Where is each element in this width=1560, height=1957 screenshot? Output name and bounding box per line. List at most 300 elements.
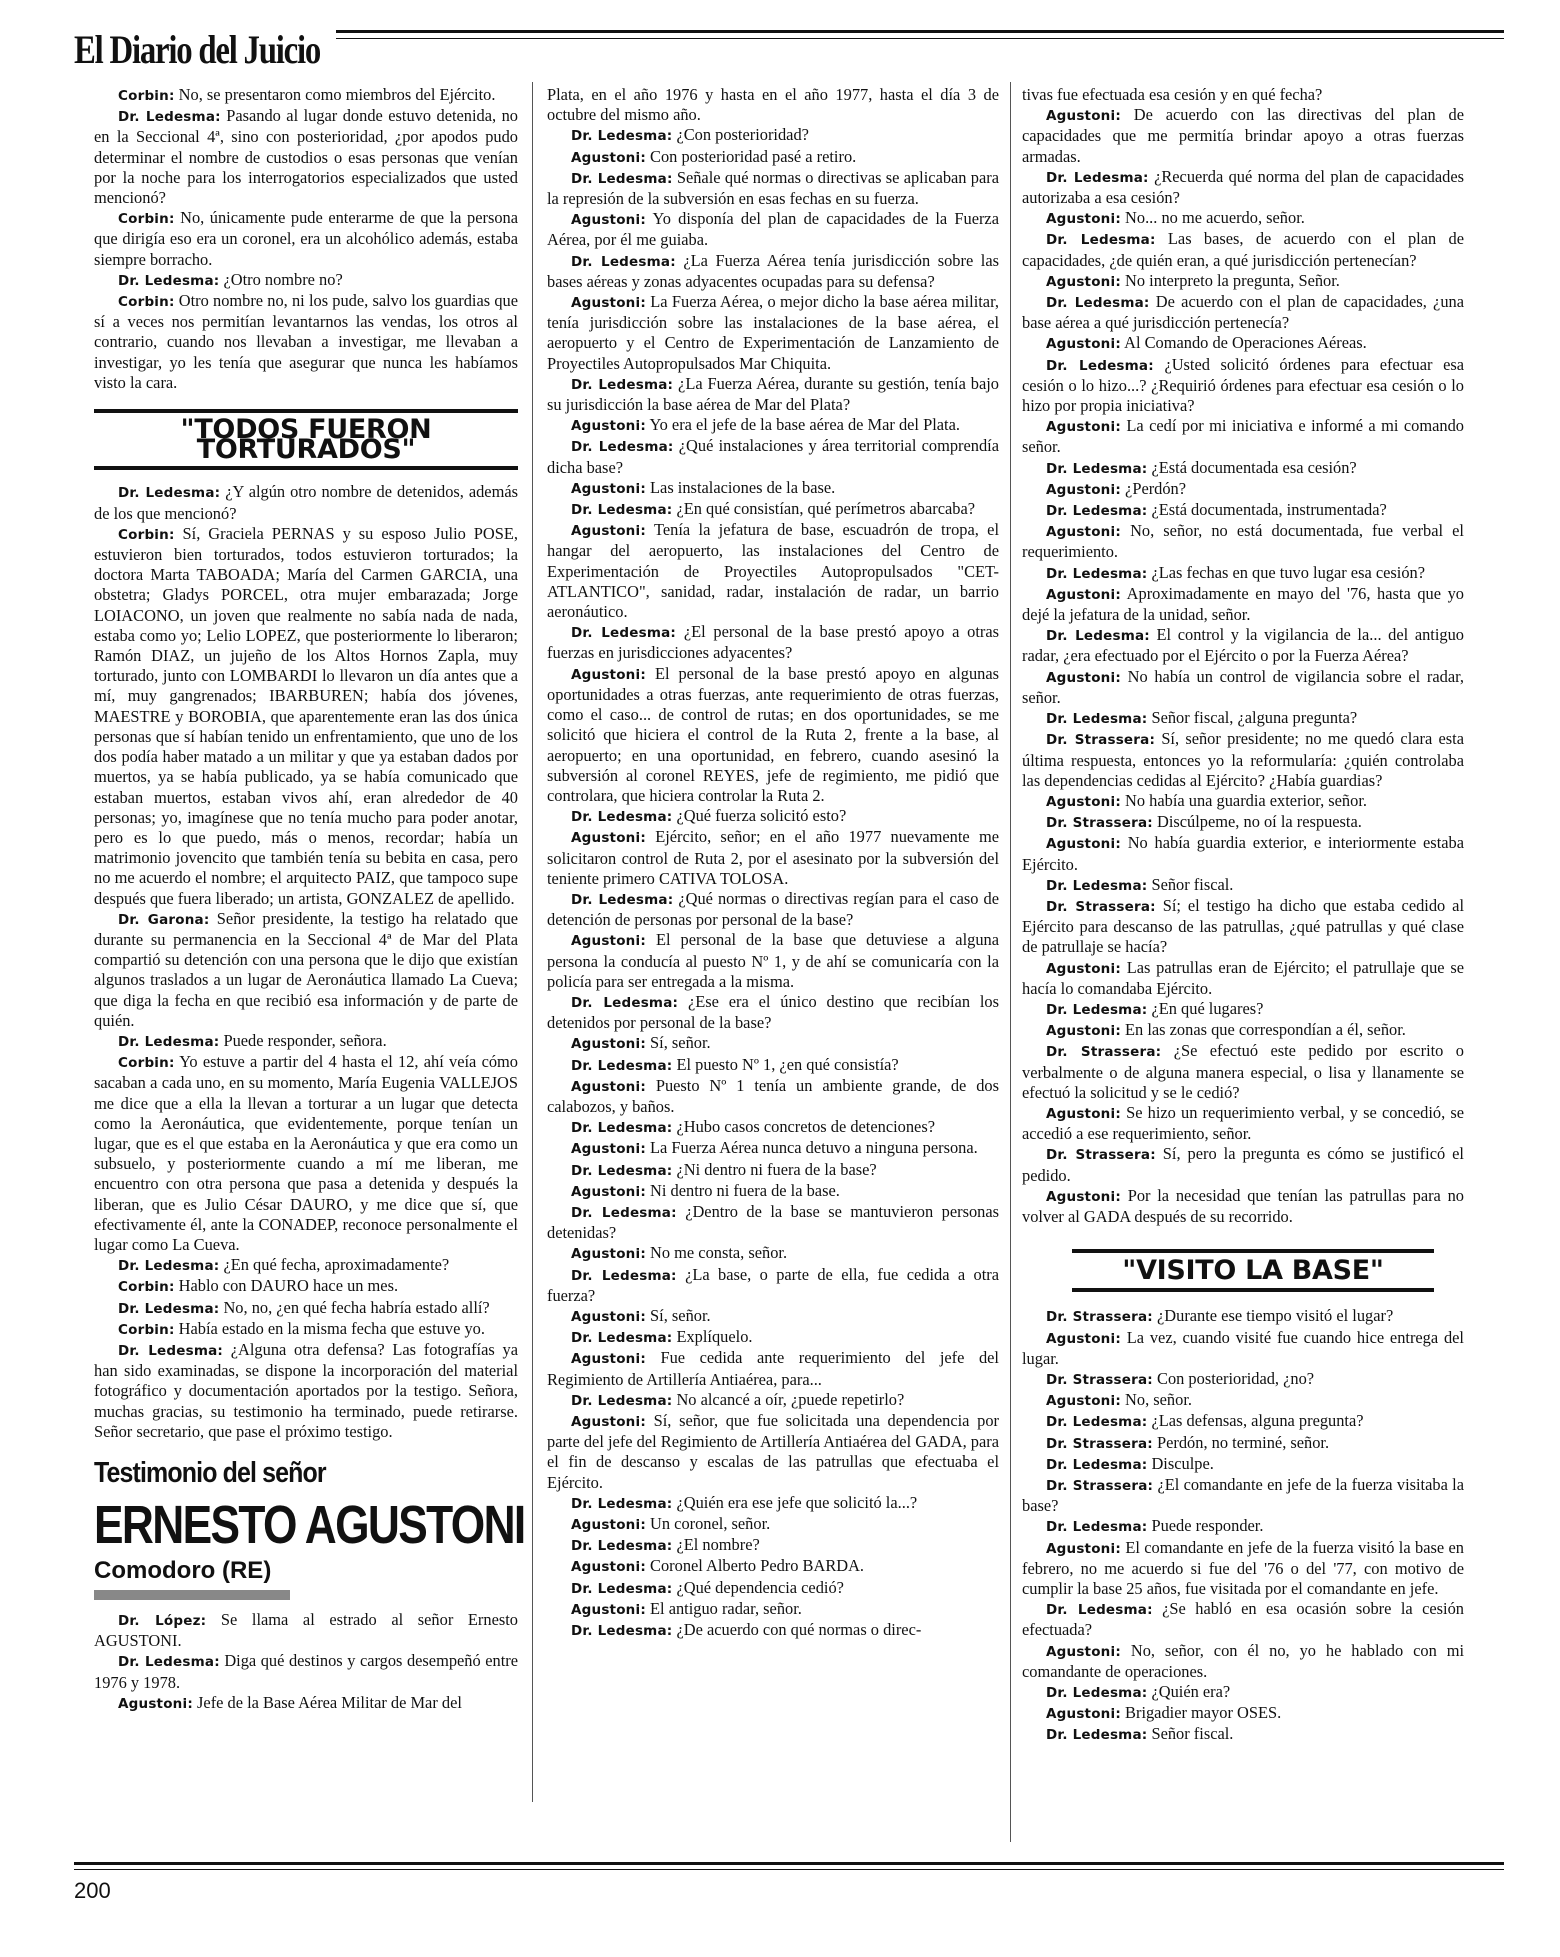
dialogue-paragraph xyxy=(547,436,999,477)
dialogue-paragraph xyxy=(547,806,999,827)
speaker-label: Agustoni: xyxy=(1046,273,1121,290)
speech-text: No interpreto la pregunta, Señor. xyxy=(1125,270,1340,290)
speaker-label: Agustoni: xyxy=(1046,960,1121,977)
speech-text: No alcancé a oír, ¿puede repetirlo? xyxy=(676,1389,905,1409)
speech-text: ¿La base, o parte de ella, fue cedida a otra fuerza? xyxy=(547,1264,1000,1305)
dialogue-paragraph xyxy=(547,251,999,292)
dialogue-paragraph xyxy=(547,1243,999,1264)
speech-text: Jefe de la Base Aérea Militar de Mar del xyxy=(197,1692,462,1712)
dialogue-paragraph xyxy=(547,1181,999,1202)
dialogue-paragraph xyxy=(547,1493,999,1514)
dialogue-paragraph xyxy=(1022,333,1464,354)
dialogue-paragraph xyxy=(1022,271,1464,292)
dialogue-paragraph xyxy=(1022,708,1464,729)
speech-text: Discúlpeme, no oí la respuesta. xyxy=(1157,812,1362,832)
speech-text: ¿Y algún otro nombre de detenidos, además de los que mencionó? xyxy=(94,482,518,523)
dialogue-paragraph xyxy=(547,374,999,415)
dialogue-paragraph xyxy=(94,1255,518,1276)
speech-text: No, señor, no está documentada, fue verbal el requerimiento. xyxy=(1022,521,1464,562)
dialogue-paragraph xyxy=(1022,208,1464,229)
speaker-label: Dr. Ledesma: xyxy=(571,502,673,519)
dialogue-paragraph xyxy=(547,1138,999,1159)
dialogue-paragraph xyxy=(547,478,999,499)
dialogue-paragraph xyxy=(547,889,999,930)
speech-text: No, se presentaron como miembros del Ejército. xyxy=(178,85,496,104)
dialogue-paragraph xyxy=(547,1578,999,1599)
speaker-label: Agustoni: xyxy=(118,1695,193,1712)
speaker-label: Dr. Ledesma: xyxy=(1046,1456,1148,1473)
dialogue-paragraph xyxy=(1022,167,1464,208)
speech-text: Perdón, no terminé, señor. xyxy=(1157,1432,1330,1452)
speech-text: Puede responder. xyxy=(1151,1516,1264,1536)
speech-text: ¿Quién era ese jefe que solicitó la...? xyxy=(676,1492,918,1512)
speaker-label: Agustoni: xyxy=(571,1414,646,1430)
speaker-label: Dr. Ledesma: xyxy=(571,891,674,908)
speech-text: ¿En qué consistían, qué perímetros abarcaba? xyxy=(676,499,976,519)
footer-rule-thin xyxy=(74,1869,1504,1870)
speech-text: Aproximadamente en mayo del '76, hasta que yo dejé la jefatura de la unidad, señor. xyxy=(1022,583,1464,625)
dialogue-paragraph xyxy=(1022,1682,1464,1703)
speech-text: Coronel Alberto Pedro BARDA. xyxy=(650,1556,865,1576)
dialogue-paragraph xyxy=(1022,833,1464,874)
speaker-label: Agustoni: xyxy=(1046,108,1121,125)
dialogue-paragraph xyxy=(1022,1103,1464,1144)
dialogue-paragraph xyxy=(94,85,518,106)
speech-text: El antiguo radar, señor. xyxy=(650,1598,802,1618)
speaker-label: Dr. Strassera: xyxy=(1046,1147,1156,1164)
speaker-label: Agustoni: xyxy=(1046,336,1121,353)
section-heading: "VISITO LA BASE" xyxy=(1122,1255,1384,1287)
page-number: 200 xyxy=(74,1878,111,1903)
speech-text: Fue cedida ante requerimiento del jefe del Regimiento de Artillería Antiaérea, para... xyxy=(547,1348,999,1389)
dialogue-paragraph xyxy=(94,524,518,909)
speech-text: Yo era el jefe de la base aérea de Mar del Plata. xyxy=(649,415,960,435)
speech-text: Señor fiscal, ¿alguna pregunta? xyxy=(1151,708,1358,728)
speech-text: Hablo con DAURO hace un mes. xyxy=(178,1276,399,1296)
speaker-label: Agustoni: xyxy=(571,1246,646,1263)
dialogue-paragraph xyxy=(94,1340,518,1442)
dialogue-block xyxy=(94,482,518,1442)
dialogue-paragraph xyxy=(1022,625,1464,666)
dialogue-paragraph xyxy=(1022,1433,1464,1454)
dialogue-paragraph xyxy=(1022,1641,1464,1682)
dialogue-paragraph xyxy=(547,1327,999,1348)
dialogue-paragraph xyxy=(547,1202,999,1243)
speech-text: La Fuerza Aérea nunca detuvo a ninguna persona. xyxy=(650,1138,978,1158)
dialogue-paragraph xyxy=(1022,1538,1464,1600)
speaker-label: Agustoni: xyxy=(1046,1330,1121,1347)
dialogue-paragraph xyxy=(94,1693,518,1714)
speaker-label: Dr. López: xyxy=(118,1613,207,1629)
speaker-label: Agustoni: xyxy=(1046,524,1121,541)
dialogue-paragraph xyxy=(1022,1390,1464,1411)
dialogue-paragraph xyxy=(1022,999,1464,1020)
speaker-label: Agustoni: xyxy=(1046,669,1121,686)
speech-text: En las zonas que correspondían a él, señor. xyxy=(1125,1020,1406,1040)
column-divider xyxy=(532,82,533,1802)
speaker-label: Dr. Ledesma: xyxy=(118,1342,224,1359)
dialogue-paragraph xyxy=(1022,479,1464,500)
dialogue-paragraph xyxy=(94,909,518,1031)
speaker-label: Agustoni: xyxy=(1046,1643,1121,1660)
speaker-label: Dr. Garona: xyxy=(118,911,210,928)
dialogue-paragraph xyxy=(1022,85,1464,105)
dialogue-paragraph xyxy=(1022,896,1464,958)
speech-text: No, señor, con él no, yo he hablado con mi comandante de operaciones. xyxy=(1022,1640,1464,1681)
speaker-label: Agustoni: xyxy=(571,933,646,950)
speaker-label: Dr. Ledesma: xyxy=(571,1267,677,1284)
speaker-label: Corbin: xyxy=(118,211,175,228)
speech-text: Otro nombre no, ni los pude, salvo los guardias que sí a veces nos permitían levantarnos las vendas, los otros al contrario, cuando nos llevaban a investigar, me llevaban a investigar, yo les tenía que asegurar que nunca les habíamos visto la cara. xyxy=(94,291,518,392)
speaker-label: Agustoni: xyxy=(1046,419,1121,436)
dialogue-paragraph xyxy=(1022,416,1464,457)
section-heading: "TODOS FUERON TORTURADOS" xyxy=(180,414,432,466)
speaker-label: Dr. Ledesma: xyxy=(118,1654,220,1671)
dialogue-paragraph xyxy=(94,106,518,208)
speech-text: La vez, cuando visité fue cuando hice entrega del lugar. xyxy=(1022,1327,1464,1368)
speech-text: No había una guardia exterior, señor. xyxy=(1125,790,1367,810)
speaker-label: Agustoni: xyxy=(571,295,646,312)
dialogue-paragraph xyxy=(547,1535,999,1556)
speech-text: ¿Otro nombre no? xyxy=(223,269,343,289)
dialogue-paragraph xyxy=(547,930,999,992)
dialogue-paragraph xyxy=(547,622,999,663)
speech-text: ¿La Fuerza Aérea, durante su gestión, tenía bajo su jurisdicción la base aérea de Mar del Plata? xyxy=(547,373,999,415)
dialogue-paragraph xyxy=(1022,1306,1464,1327)
speech-text: Las instalaciones de la base. xyxy=(650,477,836,497)
speech-text: El personal de la base prestó apoyo en algunas oportunidades a otras fuerzas, ante requerimiento de otras fuerzas, como el caso... de control de rutas; en dos oportunidades, se me solicitó que hiciera el control de la Ruta 2, frente a la base, al aeropuerto; en una oportunidad, en febrero, cuando asesinó la subversión al coronel REYES, jefe de regimiento, me pidió que controlara, que hiciera controlar la Ruta 2. xyxy=(547,663,999,805)
dialogue-paragraph xyxy=(94,1031,518,1052)
speaker-label: Dr. Strassera: xyxy=(1046,1478,1154,1494)
speech-text: Sí, señor. xyxy=(650,1033,711,1053)
speaker-label: Agustoni: xyxy=(571,480,646,497)
speaker-label: Dr. Ledesma: xyxy=(1046,565,1148,582)
speech-text: Sí; el testigo ha dicho que estaba cedido al Ejército para descanso de las patrullas, ¿qué patrullas y qué clase de patrullaje se hacía? xyxy=(1022,895,1465,957)
speech-text: Se llama al estrado al señor Ernesto AGUSTONI. xyxy=(94,1610,518,1651)
speaker-label: Dr. Ledesma: xyxy=(118,1033,220,1050)
dialogue-paragraph xyxy=(547,1411,999,1493)
dialogue-paragraph xyxy=(1022,1020,1464,1041)
speech-text: Por la necesidad que tenían las patrullas para no volver al GADA después de su recorrido. xyxy=(1022,1185,1464,1226)
dialogue-paragraph xyxy=(1022,584,1464,625)
speech-text: El personal de la base que detuviese a alguna persona la conducía al puesto Nº 1, y de ahí se comunicaría con la policía para ser entregada a la misma. xyxy=(547,930,999,991)
speech-text: Las bases, de acuerdo con el plan de capacidades, ¿de quién eran, a qué jurisdicción pertenecían? xyxy=(1022,229,1464,270)
dialogue-paragraph xyxy=(547,147,999,168)
speech-text: ¿Qué normas o directivas regían para el caso de detención de personas por personal de la base? xyxy=(547,888,999,930)
masthead xyxy=(74,18,1504,78)
footer-rule xyxy=(74,1862,1504,1865)
speaker-label: Dr. Strassera: xyxy=(1046,898,1156,915)
speech-text: ¿El personal de la base prestó apoyo a otras fuerzas en jurisdicciones adyacentes? xyxy=(547,622,999,663)
speech-text: Yo estuve a partir del 4 hasta el 12, ahí veía cómo sacaban a cada uno, en su momento, María Eugenia VALLEJOS me dice que a ella la llevan a torturar a un lugar que detecta como la Aeronáutica, que evidentemente, porque tenían un lugar, que es el que estaba en la Aeronáutica y que era como un subsuelo, y posteriormente cuando a mí me liberan, me encuentro con otra persona que pasa a detenida y después la liberan, que es Julio César DAURO, y me dice que sí, que efectivamente él, ante la CONADEP, reconoce personalmente el lugar como La Cueva. xyxy=(94,1052,518,1254)
speech-text: No, no, ¿en qué fecha habría estado allí? xyxy=(223,1297,490,1317)
dialogue-paragraph xyxy=(1022,563,1464,584)
rank-underline-bar xyxy=(94,1590,290,1600)
speech-text: Explíquelo. xyxy=(676,1327,753,1347)
speech-text: De acuerdo con las directivas del plan de capacidades que me permitía brindar apoyo a otras fuerzas armadas. xyxy=(1022,105,1464,166)
dialogue-paragraph xyxy=(1022,1724,1464,1745)
speaker-label: Corbin: xyxy=(118,1279,175,1296)
speech-text: Sí, señor, que fue solicitada una dependencia por parte del jefe del Regimiento de Artillería Antiaérea del GADA, para el fin de descanso y escalas de las patrullas que efectuaba el Ejército. xyxy=(547,1411,1000,1492)
testimony-intro: Testimonio del señor xyxy=(94,1457,326,1489)
speech-text: ¿Recuerda qué norma del plan de capacidades autorizaba a esa cesión? xyxy=(1022,166,1464,208)
speaker-label: Dr. Ledesma: xyxy=(571,439,674,456)
speech-text: Plata, en el año 1976 y hasta en el año 1977, hasta el día 3 de octubre del mismo año. xyxy=(547,85,999,125)
dialogue-paragraph xyxy=(94,291,518,393)
speaker-label: Dr. Strassera: xyxy=(1046,1309,1153,1326)
speaker-label: Dr. Ledesma: xyxy=(571,1392,673,1409)
dialogue-paragraph xyxy=(1022,958,1464,999)
dialogue-paragraph xyxy=(547,1076,999,1117)
dialogue-paragraph xyxy=(547,1306,999,1327)
speaker-label: Dr. Ledesma: xyxy=(1046,628,1150,645)
speech-text: De acuerdo con el plan de capacidades, ¿una base aérea a qué jurisdicción pertenecía? xyxy=(1022,292,1464,333)
dialogue-paragraph xyxy=(547,1117,999,1138)
dialogue-paragraph xyxy=(1022,500,1464,521)
speaker-label: Dr. Ledesma: xyxy=(571,1162,673,1179)
speaker-label: Agustoni: xyxy=(571,1036,646,1053)
speaker-label: Agustoni: xyxy=(571,212,646,229)
speech-text: Brigadier mayor OSES. xyxy=(1125,1703,1282,1723)
speaker-label: Dr. Ledesma: xyxy=(571,994,679,1011)
speaker-label: Agustoni: xyxy=(1046,1188,1121,1205)
speaker-label: Dr. Ledesma: xyxy=(1046,503,1148,520)
dialogue-paragraph xyxy=(547,125,999,146)
speech-text: Al Comando de Operaciones Aéreas. xyxy=(1124,333,1367,353)
speaker-label: Dr. Ledesma: xyxy=(571,128,673,145)
speaker-label: Agustoni: xyxy=(571,1078,646,1095)
speaker-label: Agustoni: xyxy=(571,418,646,435)
speaker-label: Dr. Strassera: xyxy=(1046,1044,1162,1061)
speech-text: La Fuerza Aérea, o mejor dicho la base aérea militar, tenía jurisdicción sobre las instalaciones de la base aérea, el aeropuerto y el Centro de Experimentación de Lanzamiento de Proyectiles Autopropulsados Mar Chiquita. xyxy=(547,292,999,373)
speaker-label: Agustoni: xyxy=(1046,1393,1121,1410)
masthead-title: El Diario del Juicio xyxy=(74,27,320,72)
dialogue-paragraph xyxy=(94,1651,518,1692)
speech-text: ¿Qué fuerza solicitó esto? xyxy=(676,806,847,826)
speaker-label: Dr. Strassera: xyxy=(1046,1435,1153,1452)
speech-text: ¿Ni dentro ni fuera de la base? xyxy=(676,1159,877,1179)
column-2 xyxy=(547,85,999,1855)
speaker-label: Dr. Ledesma: xyxy=(571,1330,673,1347)
speaker-label: Agustoni: xyxy=(571,1601,646,1618)
speech-text: ¿Durante ese tiempo visitó el lugar? xyxy=(1157,1306,1394,1326)
dialogue-paragraph xyxy=(547,1160,999,1181)
speaker-label: Dr. Strassera: xyxy=(1046,1371,1153,1388)
speech-text: tivas fue efectuada esa cesión y en qué fecha? xyxy=(1022,85,1323,104)
speech-text: ¿En qué fecha, aproximadamente? xyxy=(223,1255,450,1275)
speaker-label: Agustoni: xyxy=(571,1183,646,1200)
dialogue-paragraph xyxy=(547,1265,999,1306)
speaker-label: Dr. Ledesma: xyxy=(571,1495,673,1512)
dialogue-paragraph xyxy=(94,482,518,523)
speech-text: Sí, señor. xyxy=(650,1305,711,1325)
dialogue-paragraph xyxy=(1022,667,1464,708)
speaker-label: Agustoni: xyxy=(571,830,646,847)
dialogue-paragraph xyxy=(547,664,999,806)
dialogue-paragraph xyxy=(1022,1703,1464,1724)
witness-name: ERNESTO AGUSTONI xyxy=(94,1495,525,1555)
speech-text: ¿Las defensas, alguna pregunta? xyxy=(1151,1411,1364,1431)
speaker-label: Agustoni: xyxy=(571,666,646,683)
speaker-label: Dr. Ledesma: xyxy=(571,809,673,826)
speaker-label: Dr. Ledesma: xyxy=(571,1057,673,1074)
speech-text: ¿De acuerdo con qué normas o direc- xyxy=(676,1620,922,1640)
speech-text: ¿La Fuerza Aérea tenía jurisdicción sobre las bases aéreas y zonas adyacentes ocupadas para su defensa? xyxy=(547,250,999,291)
speaker-label: Agustoni: xyxy=(1046,211,1121,228)
speech-text: ¿El comandante en jefe de la fuerza visitaba la base? xyxy=(1022,1475,1464,1516)
speaker-label: Dr. Ledesma: xyxy=(571,1538,673,1555)
speaker-label: Corbin: xyxy=(118,1055,175,1072)
dialogue-paragraph xyxy=(547,1390,999,1411)
dialogue-paragraph xyxy=(1022,292,1464,333)
dialogue-paragraph xyxy=(547,292,999,374)
dialogue-paragraph xyxy=(1022,1041,1464,1103)
dialogue-paragraph xyxy=(1022,1369,1464,1390)
dialogue-paragraph xyxy=(94,208,518,270)
dialogue-paragraph xyxy=(547,415,999,436)
dialogue-paragraph xyxy=(547,520,999,622)
dialogue-paragraph xyxy=(1022,1328,1464,1369)
speaker-label: Agustoni: xyxy=(1046,586,1121,603)
section-heading-box xyxy=(94,409,518,470)
speech-text: ¿Las fechas en que tuvo lugar esa cesión? xyxy=(1151,562,1425,582)
dialogue-paragraph xyxy=(1022,1599,1464,1640)
speaker-label: Agustoni: xyxy=(1046,836,1121,853)
dialogue-paragraph xyxy=(1022,458,1464,479)
speaker-label: Dr. Ledesma: xyxy=(1046,1519,1148,1536)
dialogue-paragraph xyxy=(94,1298,518,1319)
speech-text: Ni dentro ni fuera de la base. xyxy=(650,1180,840,1200)
section-heading-box xyxy=(1072,1249,1434,1292)
speaker-label: Dr. Ledesma: xyxy=(1046,1602,1153,1619)
dialogue-paragraph xyxy=(94,270,518,291)
speech-text: No, señor. xyxy=(1125,1390,1192,1410)
speech-text: Sí, señor presidente; no me quedó clara esta última respuesta, entonces yo la reformularía: ¿quién controlaba las dependencias cedidas al Ejército? ¿Había guardias? xyxy=(1022,729,1464,790)
speech-text: ¿Se habló en esa ocasión sobre la cesión efectuada? xyxy=(1022,1599,1464,1640)
speaker-label: Corbin: xyxy=(118,88,175,104)
speaker-label: Agustoni: xyxy=(1046,1105,1121,1122)
speech-text: ¿Usted solicitó órdenes para efectuar esa cesión o lo hizo...? ¿Requirió órdenes para efectuar esa cesión o lo hizo por propia iniciativa? xyxy=(1022,354,1464,416)
speaker-label: Agustoni: xyxy=(1046,481,1121,498)
speaker-label: Dr. Ledesma: xyxy=(118,109,221,126)
speaker-label: Dr. Ledesma: xyxy=(1046,232,1156,249)
speech-text: Con posterioridad pasé a retiro. xyxy=(650,146,857,166)
dialogue-paragraph xyxy=(1022,1516,1464,1537)
dialogue-paragraph xyxy=(1022,105,1464,167)
speaker-label: Dr. Ledesma: xyxy=(571,1120,673,1137)
speech-text: Un coronel, señor. xyxy=(650,1514,771,1534)
speaker-label: Dr. Ledesma: xyxy=(571,1580,673,1597)
speech-text: ¿Quién era? xyxy=(1151,1682,1231,1702)
dialogue-paragraph xyxy=(1022,812,1464,833)
speaker-label: Dr. Ledesma: xyxy=(1046,1685,1148,1702)
speech-text: No... no me acuerdo, señor. xyxy=(1125,208,1305,228)
speech-text: Yo disponía del plan de capacidades de la Fuerza Aérea, por él me guiaba. xyxy=(547,209,999,250)
dialogue-block xyxy=(547,85,999,1641)
speaker-label: Dr. Ledesma: xyxy=(571,1204,677,1221)
speech-text: No había un control de vigilancia sobre el radar, señor. xyxy=(1022,666,1464,707)
speech-text: No había guardia exterior, e interiormente estaba Ejército. xyxy=(1022,833,1464,874)
speaker-label: Dr. Ledesma: xyxy=(571,1623,673,1640)
speech-text: Disculpe. xyxy=(1151,1453,1214,1473)
speaker-label: Agustoni: xyxy=(571,1559,646,1576)
speaker-label: Corbin: xyxy=(118,526,175,543)
speaker-label: Dr. Ledesma: xyxy=(571,253,676,270)
dialogue-block xyxy=(1022,1306,1464,1745)
speaker-label: Agustoni: xyxy=(571,1517,646,1534)
speech-text: ¿Perdón? xyxy=(1125,478,1187,498)
column-divider xyxy=(1010,82,1011,1842)
dialogue-paragraph xyxy=(94,1276,518,1297)
masthead-rule xyxy=(336,30,1504,33)
speaker-label: Dr. Ledesma: xyxy=(118,485,221,502)
speech-text: Señor presidente, la testigo ha relatado que durante su permanencia en la Seccional 4ª de Mar del Plata compartió su detención con una persona que le dijo que existían algunos traslados a un lugar de Aeronáutica llamado La Cueva; que diga la fecha en que recibió esa información y de parte de quién. xyxy=(94,908,518,1030)
speech-text: Sí, pero la pregunta es cómo se justificó el pedido. xyxy=(1022,1144,1464,1185)
speaker-label: Dr. Ledesma: xyxy=(571,170,673,187)
dialogue-paragraph xyxy=(1022,1186,1464,1227)
speech-text: Tenía la jefatura de base, escuadrón de tropa, el hangar del aeropuerto, las instalaciones del Centro de Experimentación de Proyectiles Autopropulsados "CET-ATLANTICO", sanidad, radar, instalación de radar, un barrio aeronáutico. xyxy=(547,520,1000,622)
speech-text: Pasando al lugar donde estuvo detenida, no en la Seccional 4ª, sino con posterioridad, ¿por apodos pudo determinar el nombre de custodios o esas personas que venían por la noche para los interrogatorios especializados que usted mencionó? xyxy=(94,106,518,208)
dialogue-paragraph xyxy=(547,1348,999,1389)
column-1 xyxy=(94,85,525,1795)
speech-text: ¿El nombre? xyxy=(676,1535,760,1555)
speech-text: ¿Con posterioridad? xyxy=(676,125,809,145)
speaker-label: Dr. Ledesma: xyxy=(1046,357,1154,374)
speaker-label: Corbin: xyxy=(118,294,175,311)
speaker-label: Agustoni: xyxy=(571,523,646,540)
dialogue-paragraph xyxy=(1022,791,1464,812)
speech-text: La cedí por mi iniciativa e informé a mi comando señor. xyxy=(1022,416,1464,457)
speech-text: Señor fiscal. xyxy=(1151,874,1234,894)
dialogue-paragraph xyxy=(547,827,999,889)
dialogue-paragraph xyxy=(94,1052,518,1255)
speaker-label: Dr. Ledesma: xyxy=(1046,169,1149,186)
dialogue-block xyxy=(94,1610,518,1714)
column-3 xyxy=(1022,85,1464,1785)
speech-text: Puesto Nº 1 tenía un ambiente grande, de dos calabozos, y baños. xyxy=(547,1075,999,1116)
speaker-label: Dr. Ledesma: xyxy=(1046,711,1148,728)
dialogue-paragraph xyxy=(1022,729,1464,791)
dialogue-paragraph xyxy=(547,499,999,520)
speaker-label: Dr. Ledesma: xyxy=(118,1258,220,1275)
speaker-label: Agustoni: xyxy=(571,149,646,166)
speech-text: ¿Está documentada esa cesión? xyxy=(1151,457,1357,477)
speech-text: Diga qué destinos y cargos desempeñó entre 1976 y 1978. xyxy=(94,1651,518,1692)
speaker-label: Agustoni: xyxy=(1046,793,1121,810)
speech-text: Ejército, señor; en el año 1977 nuevamente me solicitaron control de Ruta 2, por el asesinato por la subversión del teniente primero CATIVA TOLOSA. xyxy=(547,827,999,888)
speaker-label: Agustoni: xyxy=(571,1141,646,1158)
speaker-label: Agustoni: xyxy=(571,1351,646,1368)
speaker-label: Dr. Ledesma: xyxy=(571,625,677,642)
dialogue-paragraph xyxy=(1022,355,1464,417)
speaker-label: Dr. Ledesma: xyxy=(1046,1727,1148,1744)
speech-text: ¿Dentro de la base se mantuvieron personas detenidas? xyxy=(547,1201,999,1243)
speaker-label: Agustoni: xyxy=(1046,1023,1121,1040)
dialogue-paragraph xyxy=(1022,1454,1464,1475)
speaker-label: Dr. Ledesma: xyxy=(118,1300,220,1317)
speaker-label: Dr. Ledesma: xyxy=(1046,460,1148,477)
dialogue-paragraph xyxy=(1022,1475,1464,1516)
speech-text: ¿Qué instalaciones y área territorial comprendía dicha base? xyxy=(547,436,999,477)
dialogue-paragraph xyxy=(1022,1411,1464,1432)
speaker-label: Dr. Ledesma: xyxy=(571,376,674,393)
dialogue-paragraph xyxy=(547,1055,999,1076)
dialogue-block xyxy=(1022,85,1464,1227)
speech-text: El comandante en jefe de la fuerza visitó la base en febrero, no me acuerdo si fue del '76 o del '77, con motivo de cumplir la base 25 años, fue visitada por el comandante en jefe. xyxy=(1022,1537,1464,1599)
speaker-label: Dr. Ledesma: xyxy=(1046,295,1150,312)
dialogue-paragraph xyxy=(547,1033,999,1054)
speaker-label: Dr. Ledesma: xyxy=(1046,877,1148,894)
